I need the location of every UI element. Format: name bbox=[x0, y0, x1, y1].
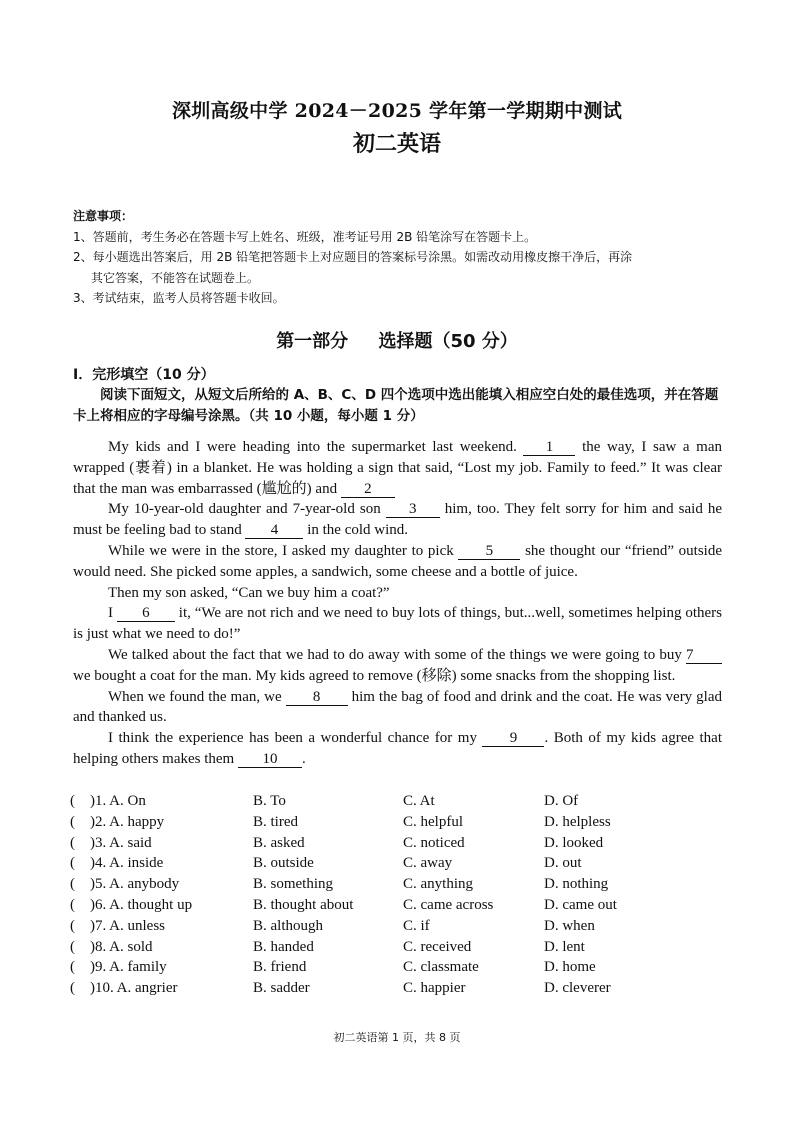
option-d[interactable]: D. home bbox=[544, 959, 596, 976]
option-c[interactable]: C. came across bbox=[403, 896, 494, 913]
question-row bbox=[70, 791, 730, 812]
option-a[interactable]: ( )8. A. sold bbox=[70, 938, 153, 955]
passage-text: it, “We are not rich and we need to buy lots of things, but...well, sometimes helping others is just what we need to do!” bbox=[73, 605, 723, 643]
option-c[interactable]: C. happier bbox=[403, 980, 466, 997]
passage-text: I bbox=[108, 605, 113, 622]
blank-2: 2 bbox=[341, 482, 395, 498]
option-b[interactable]: B. although bbox=[253, 917, 323, 934]
page-footer: 初二英语第 1 页，共 8 页 bbox=[333, 1031, 461, 1044]
question-options bbox=[70, 791, 730, 999]
passage-text: the way, I saw a man wrapped (裹着) in a blanket. He was holding a sign that said, “Lost my job. Family to feed.” It was clear that the man was embarrassed (尴尬的) and bbox=[73, 439, 722, 497]
option-d[interactable]: D. helpless bbox=[544, 813, 611, 830]
passage-paragraph bbox=[73, 728, 722, 770]
option-b[interactable]: B. friend bbox=[253, 959, 307, 976]
blank-6: 6 bbox=[117, 606, 175, 622]
option-c[interactable]: C. At bbox=[403, 793, 435, 809]
option-d[interactable]: D. lent bbox=[544, 938, 585, 955]
question-row bbox=[70, 937, 730, 958]
option-b[interactable]: B. handed bbox=[253, 938, 314, 955]
question-row bbox=[70, 874, 730, 895]
passage-text: We talked about the fact that we had to do away with some of the things we were going to buy bbox=[108, 646, 682, 663]
question-row bbox=[70, 895, 730, 916]
question-row bbox=[70, 957, 730, 978]
passage-text: My 10-year-old daughter and 7-year-old son bbox=[108, 501, 381, 518]
option-c[interactable]: C. received bbox=[403, 938, 472, 955]
exam-subject: 初二英语 bbox=[352, 131, 441, 157]
option-a[interactable]: ( )3. A. said bbox=[70, 834, 152, 851]
question-row bbox=[70, 853, 730, 874]
blank-4: 4 bbox=[245, 523, 303, 539]
passage-text: While we were in the store, I asked my daughter to pick bbox=[108, 542, 454, 559]
passage-text: . Both of my kids agree that helping others makes them bbox=[73, 730, 722, 767]
option-a[interactable]: ( )2. A. happy bbox=[70, 813, 165, 830]
passage-text: in the cold wind. bbox=[307, 522, 409, 539]
passage-paragraph bbox=[73, 645, 722, 687]
part-label: 第一部分 bbox=[276, 331, 349, 352]
option-c[interactable]: C. helpful bbox=[403, 813, 463, 830]
passage-text: she thought our “friend” outside would need. She picked some apples, a sandwich, some cheese and a bottle of juice. bbox=[73, 542, 723, 580]
option-d[interactable]: D. nothing bbox=[544, 876, 609, 893]
option-a[interactable]: ( )10. A. angrier bbox=[70, 980, 178, 997]
notice-item-2: 2、每小题选出答案后，用 2B 铅笔把答题卡上对应题目的答案标号涂黑。如需改动用橡皮擦干净后，再涂 bbox=[73, 250, 633, 264]
option-a[interactable]: ( )4. A. inside bbox=[70, 855, 164, 872]
option-b[interactable]: B. asked bbox=[253, 834, 305, 851]
passage-text: When we found the man, we bbox=[108, 688, 282, 705]
option-b[interactable]: B. outside bbox=[253, 855, 314, 872]
question-row bbox=[70, 812, 730, 833]
passage-paragraph bbox=[73, 499, 722, 541]
passage-paragraph: Then my son asked, “Can we buy him a coat?” bbox=[108, 584, 390, 601]
question-row bbox=[70, 978, 730, 999]
passage-text: him the bag of food and drink and the coat. He was very glad and thanked us. bbox=[73, 688, 722, 726]
passage-text: we bought a coat for the man. My kids agreed to remove (移除) some snacks from the shopping list. bbox=[73, 667, 676, 684]
option-d[interactable]: D. looked bbox=[544, 834, 604, 851]
option-a[interactable]: ( )1. A. On bbox=[70, 793, 146, 809]
blank-10: 10 bbox=[238, 752, 302, 768]
passage-paragraph bbox=[73, 603, 722, 645]
option-b[interactable]: B. To bbox=[253, 793, 286, 809]
option-b[interactable]: B. tired bbox=[253, 813, 298, 830]
question-row bbox=[70, 916, 730, 937]
option-c[interactable]: C. away bbox=[403, 855, 453, 872]
notice-item-3: 3、考试结束，监考人员将答题卡收回。 bbox=[73, 291, 285, 305]
exam-title: 深圳高级中学 2024－2025 学年第一学期期中测试 bbox=[171, 100, 623, 122]
passage-paragraph bbox=[73, 687, 722, 729]
blank-9: 9 bbox=[482, 731, 544, 747]
option-a[interactable]: ( )9. A. family bbox=[70, 959, 167, 976]
notice-item-1: 1、答题前，考生务必在答题卡写上姓名、班级，准考证号用 2B 铅笔涂写在答题卡上。 bbox=[73, 229, 537, 244]
option-a[interactable]: ( )5. A. anybody bbox=[70, 876, 180, 893]
option-d[interactable]: D. cleverer bbox=[544, 980, 611, 997]
part-heading bbox=[0, 327, 794, 353]
option-b[interactable]: B. something bbox=[253, 876, 334, 893]
option-d[interactable]: D. when bbox=[544, 917, 595, 934]
notice-heading: 注意事项： bbox=[73, 209, 134, 223]
passage-paragraph bbox=[73, 541, 722, 583]
option-d[interactable]: D. out bbox=[544, 855, 582, 872]
option-b[interactable]: B. thought about bbox=[253, 896, 354, 913]
passage-text: I think the experience has been a wonderful chance for my bbox=[108, 730, 477, 747]
section-title: I．完形填空（10 分） bbox=[73, 367, 215, 383]
passage-text: My kids and I were heading into the supermarket last weekend. bbox=[108, 439, 517, 455]
section-instruction: 阅读下面短文，从短文后所给的 A、B、C、D 四个选项中选出能填入相应空白处的最佳选项，并在答题卡上将相应的字母编号涂黑。（共 10 小题，每小题 1 分） bbox=[73, 387, 719, 424]
blank-8: 8 bbox=[286, 690, 348, 706]
notice-block bbox=[73, 206, 723, 309]
blank-5: 5 bbox=[458, 544, 520, 560]
question-row bbox=[70, 833, 730, 854]
blank-3: 3 bbox=[386, 502, 440, 518]
option-d[interactable]: D. Of bbox=[544, 793, 579, 809]
part-name: 选择题（50 分） bbox=[378, 331, 518, 352]
option-b[interactable]: B. sadder bbox=[253, 980, 310, 997]
blank-7: 7 bbox=[686, 648, 722, 664]
passage-text: him, too. They felt sorry for him and said he must be feeling bad to stand bbox=[73, 501, 723, 539]
passage-text: . bbox=[301, 750, 306, 767]
option-d[interactable]: D. came out bbox=[544, 896, 617, 913]
passage-paragraph bbox=[73, 437, 722, 499]
option-c[interactable]: C. anything bbox=[403, 876, 473, 893]
notice-item-2-cont: 其它答案，不能答在试题卷上。 bbox=[91, 270, 260, 285]
option-a[interactable]: ( )6. A. thought up bbox=[70, 896, 193, 913]
option-c[interactable]: C. noticed bbox=[403, 834, 465, 851]
blank-1: 1 bbox=[523, 440, 575, 456]
option-a[interactable]: ( )7. A. unless bbox=[70, 917, 165, 934]
cloze-passage bbox=[73, 437, 722, 770]
option-c[interactable]: C. if bbox=[403, 917, 430, 934]
option-c[interactable]: C. classmate bbox=[403, 959, 479, 976]
